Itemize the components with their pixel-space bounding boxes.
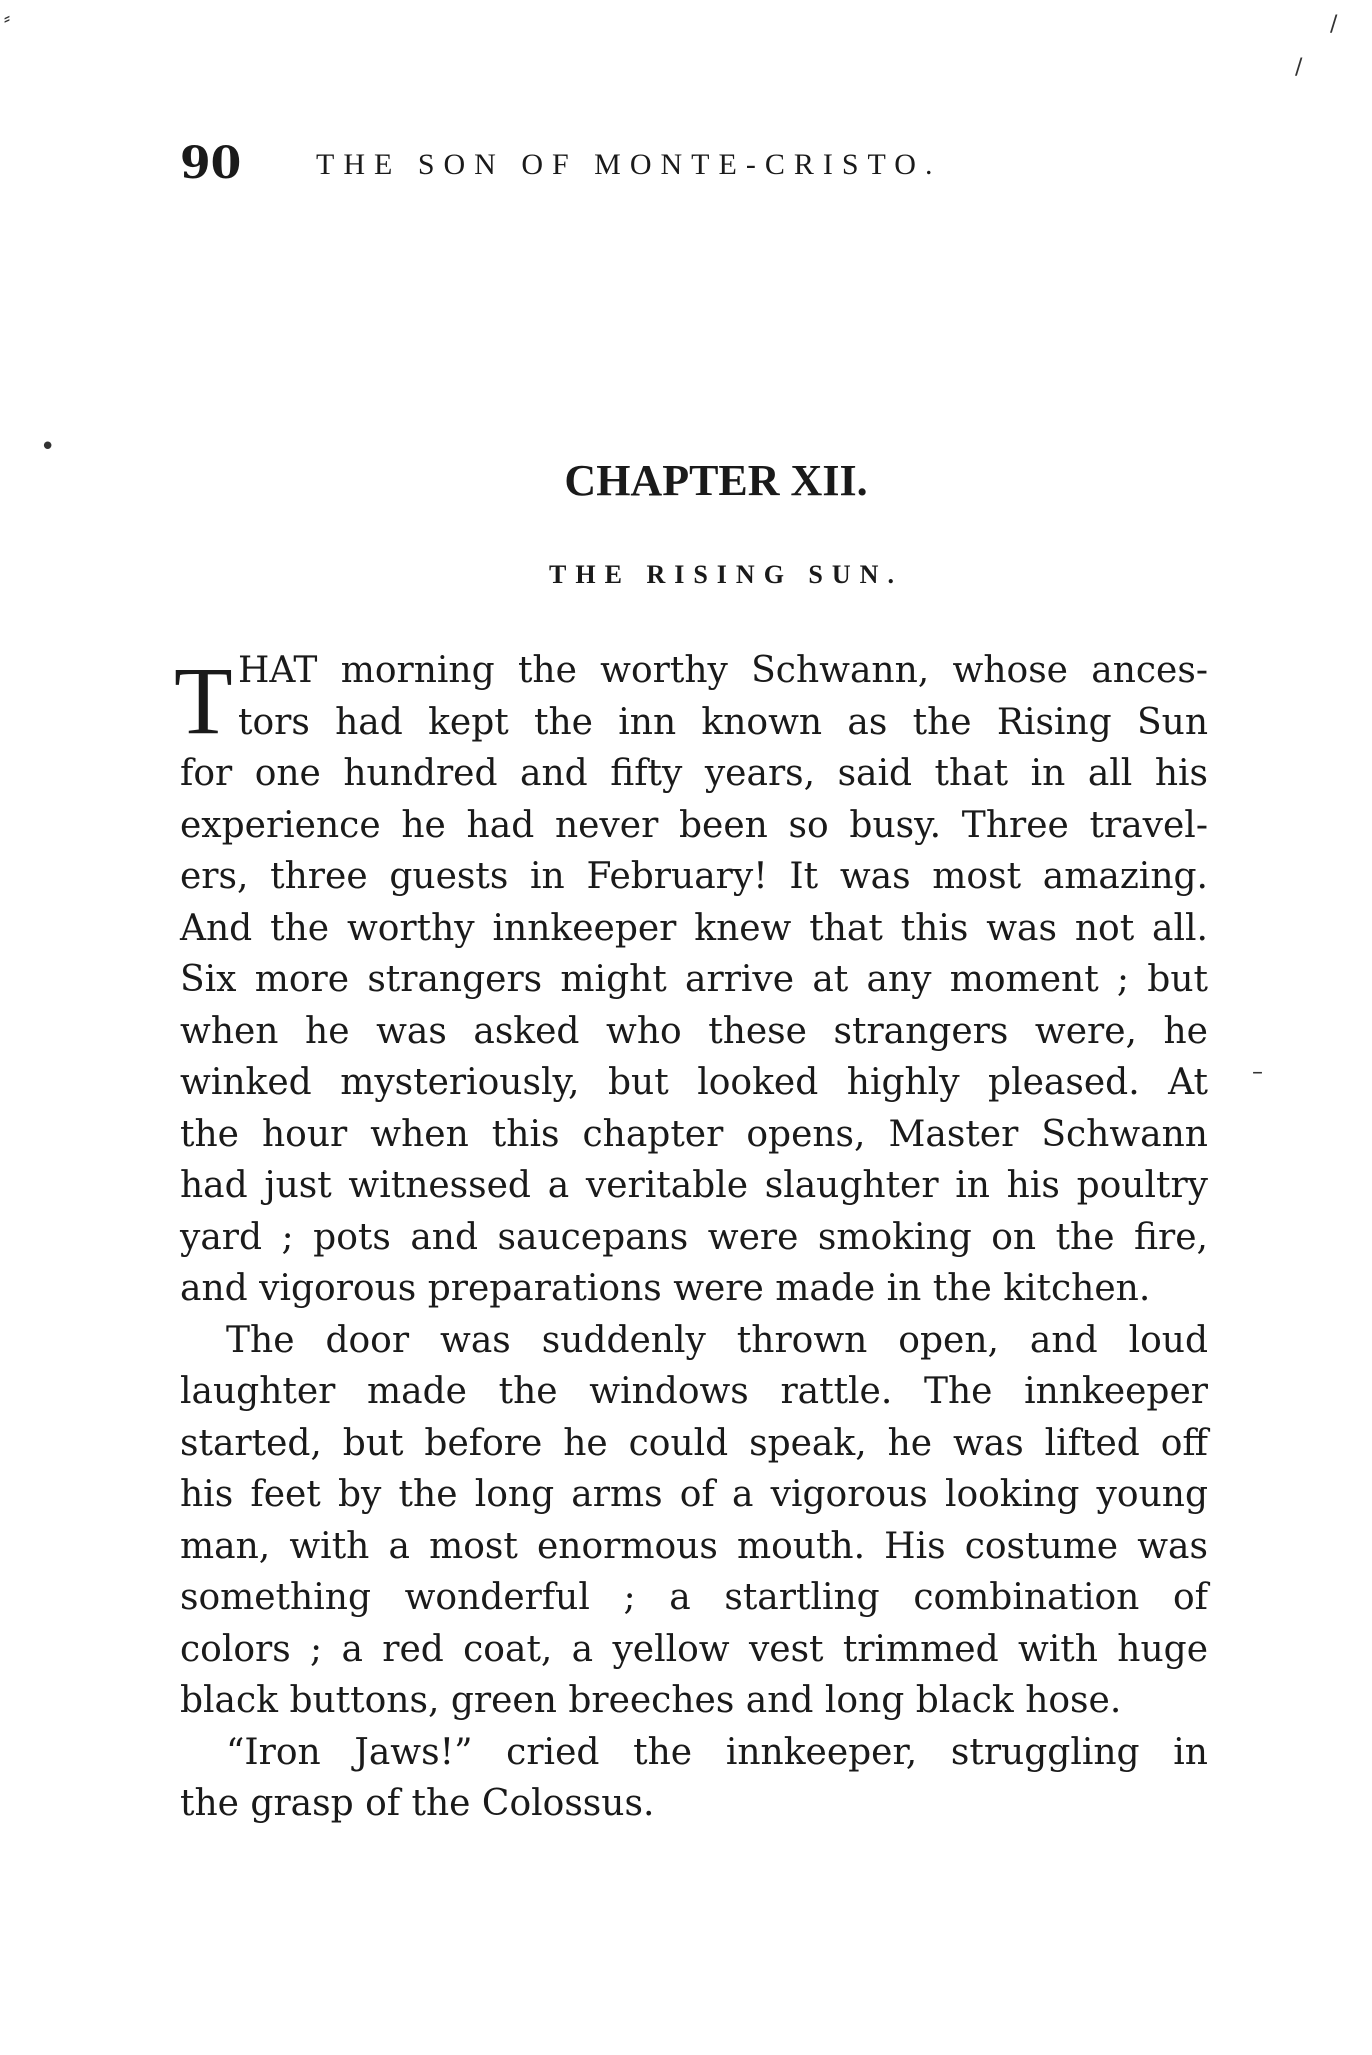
text-line: yard ; pots and saucepans were smoking on the fire, — [180, 1216, 1208, 1258]
running-head: THE SON OF MONTE-CRISTO. — [316, 148, 942, 181]
text-line: the grasp of the Colossus. — [180, 1783, 655, 1824]
text-line: laughter made the windows rattle. The innkeeper — [180, 1371, 1208, 1412]
text-line: experience he had never been so busy. Three travel- — [180, 804, 1208, 846]
text-line: for one hundred and fifty years, said that in all his — [180, 753, 1208, 794]
scan-mark: / — [1295, 55, 1303, 80]
chapter-subtitle: THE RISING SUN. — [549, 560, 903, 589]
text-line: T HAT morning the worthy Schwann, whose ances- — [174, 647, 1208, 754]
text-line: black buttons, green breeches and long black hose. — [180, 1680, 1122, 1721]
drop-cap: T — [174, 647, 233, 754]
paragraph — [180, 1315, 1208, 1727]
text-line: the hour when this chapter opens, Master Schwann — [180, 1113, 1208, 1155]
text-line: his feet by the long arms of a vigorous looking young — [180, 1474, 1208, 1515]
text-line: and vigorous preparations were made in the kitchen. — [180, 1268, 1151, 1309]
text-line: Six more strangers might arrive at any moment ; but — [180, 959, 1208, 1000]
body-text — [174, 645, 1208, 1830]
text-line: man, with a most enormous mouth. His costume was — [180, 1525, 1208, 1567]
paragraph — [180, 1727, 1208, 1830]
scan-mark: ⸗ — [4, 8, 10, 29]
text-line: colors ; a red coat, a yellow vest trimmed with huge — [180, 1628, 1208, 1670]
scan-mark: – — [1252, 1060, 1263, 1085]
text-line: had just witnessed a veritable slaughter in his poultry — [180, 1165, 1208, 1206]
paragraph — [174, 645, 1208, 1315]
text-line: And the worthy innkeeper knew that this was not all. — [180, 907, 1208, 949]
text-line: tors had kept the inn known as the Rising Sun — [238, 701, 1208, 743]
text-line: started, but before he could speak, he was lifted off — [180, 1422, 1208, 1464]
page-number: 90 — [180, 138, 242, 189]
text-line: something wonderful ; a startling combination of — [180, 1577, 1208, 1618]
scan-mark: / — [1330, 12, 1338, 37]
text-line: “Iron Jaws!” cried the innkeeper, struggling in — [226, 1731, 1208, 1773]
text-line: ers, three guests in February! It was most amazing. — [180, 856, 1208, 897]
scan-mark: • — [40, 432, 56, 462]
chapter-title: CHAPTER XII. — [564, 456, 868, 505]
text-line: winked mysteriously, but looked highly pleased. At — [180, 1062, 1208, 1103]
text-line: The door was suddenly thrown open, and loud — [226, 1319, 1208, 1361]
text-line: when he was asked who these strangers were, he — [180, 1010, 1208, 1052]
